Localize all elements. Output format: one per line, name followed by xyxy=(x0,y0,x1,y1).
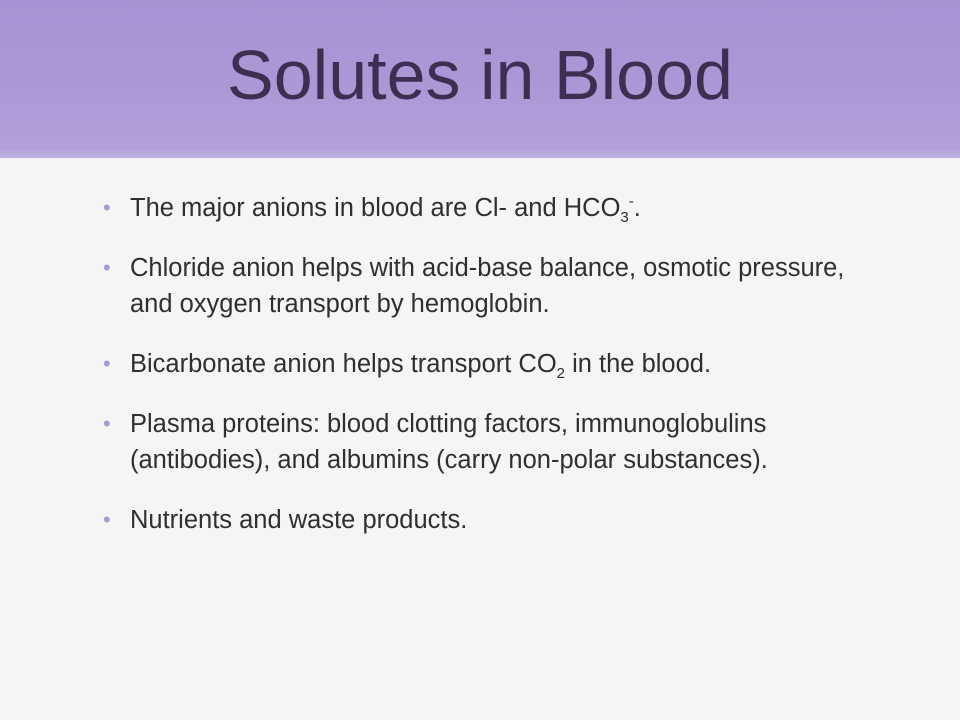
bullet-item-anions xyxy=(100,190,870,226)
superscript: - xyxy=(628,193,634,210)
bullet-item-chloride xyxy=(100,250,870,322)
bullet-text: Bicarbonate anion helps transport CO xyxy=(130,350,557,378)
slide-title: Solutes in Blood xyxy=(227,36,733,114)
bullet-dot-icon: • xyxy=(103,411,111,436)
bullet-text: The major anions in blood are Cl- and HCO xyxy=(130,194,621,222)
bullet-list xyxy=(100,190,870,562)
bullet-dot-icon: • xyxy=(103,507,111,532)
title-band xyxy=(0,0,960,158)
bullet-item-bicarbonate xyxy=(100,346,870,382)
bullet-item-plasma-proteins xyxy=(100,406,870,478)
bullet-text-end: in the blood. xyxy=(565,350,712,378)
bullet-dot-icon: • xyxy=(103,255,111,280)
subscript: 2 xyxy=(556,365,566,382)
bullet-text: Plasma proteins: blood clotting factors, immunoglobulins (antibodies), and albumins (carry non-polar substances). xyxy=(130,410,768,474)
bullet-dot-icon: • xyxy=(103,351,111,376)
bullet-item-nutrients xyxy=(100,502,870,538)
bullet-text: Nutrients and waste products. xyxy=(130,506,468,534)
bullet-dot-icon: • xyxy=(103,195,111,220)
bullet-text: Chloride anion helps with acid-base balance, osmotic pressure, and oxygen transport by hemoglobin. xyxy=(130,254,845,318)
subscript: 3 xyxy=(620,209,629,226)
bullet-text-end: . xyxy=(633,194,641,222)
